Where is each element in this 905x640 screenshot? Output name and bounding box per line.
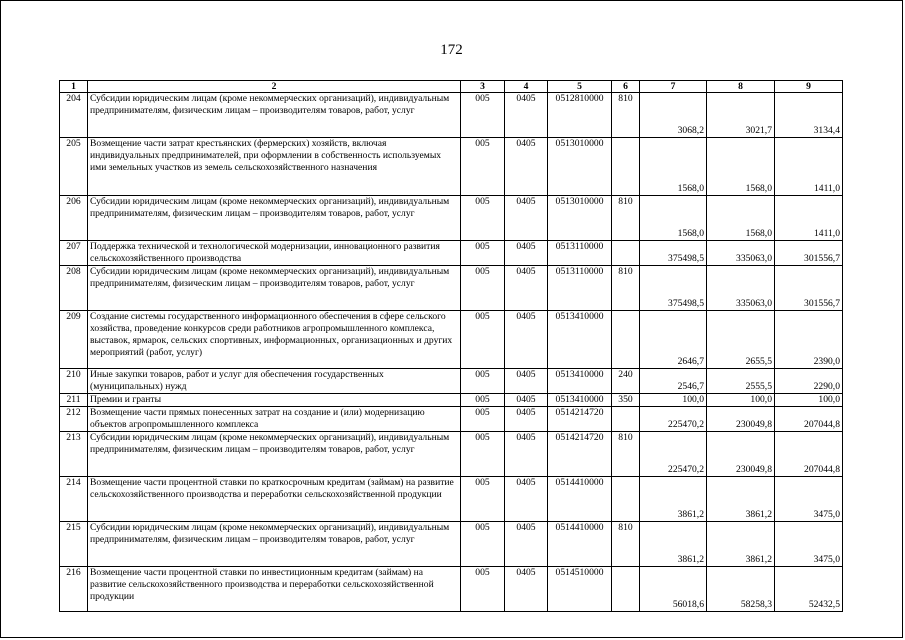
section-code: 0405: [505, 196, 548, 241]
column-header: 7: [640, 81, 707, 93]
section-code: 0405: [505, 266, 548, 311]
ministry-code: 005: [461, 407, 505, 432]
expense-type-code: [612, 477, 640, 522]
amount-year-2: 3861,2: [707, 477, 775, 522]
row-description: Субсидии юридическим лицам (кроме некоммерческих организаций), индивидуальным предпринимателям, физическим лицам – производителям товаров, работ, услуг: [88, 432, 461, 477]
column-header: 8: [707, 81, 775, 93]
table-row: [60, 567, 843, 612]
ministry-code: 005: [461, 477, 505, 522]
column-header: 3: [461, 81, 505, 93]
column-header: 4: [505, 81, 548, 93]
amount-year-1: 1568,0: [640, 138, 707, 196]
section-code: 0405: [505, 93, 548, 138]
row-number: 207: [60, 241, 88, 266]
amount-year-3: 52432,5: [775, 567, 843, 612]
row-description: Субсидии юридическим лицам (кроме некоммерческих организаций), индивидуальным предпринимателям, физическим лицам – производителям товаров, работ, услуг: [88, 196, 461, 241]
expense-type-code: 240: [612, 369, 640, 394]
expense-type-code: 810: [612, 93, 640, 138]
ministry-code: 005: [461, 394, 505, 407]
expense-type-code: [612, 138, 640, 196]
amount-year-3: 3475,0: [775, 477, 843, 522]
amount-year-3: 301556,7: [775, 266, 843, 311]
table-row: [60, 394, 843, 407]
expense-type-code: 350: [612, 394, 640, 407]
expense-type-code: 810: [612, 522, 640, 567]
table-row: [60, 311, 843, 369]
table-row: [60, 407, 843, 432]
ministry-code: 005: [461, 369, 505, 394]
section-code: 0405: [505, 311, 548, 369]
row-number: 216: [60, 567, 88, 612]
row-number: 209: [60, 311, 88, 369]
amount-year-1: 100,0: [640, 394, 707, 407]
amount-year-2: 2555,5: [707, 369, 775, 394]
amount-year-3: 1411,0: [775, 138, 843, 196]
section-code: 0405: [505, 138, 548, 196]
amount-year-2: 1568,0: [707, 196, 775, 241]
row-description: Поддержка технической и технологической модернизации, инновационного развития сельскохозяйственного производства: [88, 241, 461, 266]
row-number: 205: [60, 138, 88, 196]
section-code: 0405: [505, 369, 548, 394]
amount-year-2: 335063,0: [707, 241, 775, 266]
ministry-code: 005: [461, 522, 505, 567]
expense-type-code: [612, 241, 640, 266]
ministry-code: 005: [461, 266, 505, 311]
amount-year-2: 3021,7: [707, 93, 775, 138]
expense-type-code: 810: [612, 432, 640, 477]
amount-year-1: 1568,0: [640, 196, 707, 241]
column-header: 2: [88, 81, 461, 93]
row-number: 213: [60, 432, 88, 477]
table-row: [60, 196, 843, 241]
ministry-code: 005: [461, 138, 505, 196]
amount-year-1: 2646,7: [640, 311, 707, 369]
section-code: 0405: [505, 241, 548, 266]
target-article-code: 0513110000: [548, 241, 612, 266]
target-article-code: 0514214720: [548, 407, 612, 432]
amount-year-2: 3861,2: [707, 522, 775, 567]
row-number: 211: [60, 394, 88, 407]
row-description: Субсидии юридическим лицам (кроме некоммерческих организаций), индивидуальным предпринимателям, физическим лицам – производителям товаров, работ, услуг: [88, 93, 461, 138]
section-code: 0405: [505, 394, 548, 407]
amount-year-3: 2390,0: [775, 311, 843, 369]
table-row: [60, 522, 843, 567]
ministry-code: 005: [461, 311, 505, 369]
table-row: [60, 432, 843, 477]
target-article-code: 0513410000: [548, 369, 612, 394]
section-code: 0405: [505, 407, 548, 432]
amount-year-1: 225470,2: [640, 432, 707, 477]
ministry-code: 005: [461, 432, 505, 477]
ministry-code: 005: [461, 241, 505, 266]
amount-year-3: 3134,4: [775, 93, 843, 138]
page-number: 172: [440, 42, 463, 58]
ministry-code: 005: [461, 196, 505, 241]
amount-year-3: 100,0: [775, 394, 843, 407]
column-header: 6: [612, 81, 640, 93]
row-description: Иные закупки товаров, работ и услуг для обеспечения государственных (муниципальных) нужд: [88, 369, 461, 394]
table-row: [60, 266, 843, 311]
row-description: Возмещение части прямых понесенных затрат на создание и (или) модернизацию объектов агропромышленного комплекса: [88, 407, 461, 432]
target-article-code: 0514410000: [548, 477, 612, 522]
expense-type-code: [612, 407, 640, 432]
ministry-code: 005: [461, 93, 505, 138]
amount-year-2: 1568,0: [707, 138, 775, 196]
amount-year-3: 1411,0: [775, 196, 843, 241]
row-number: 206: [60, 196, 88, 241]
expense-type-code: [612, 311, 640, 369]
row-description: Возмещение части процентной ставки по инвестиционным кредитам (займам) на развитие сельскохозяйственного производства и переработки сельскохозяйственной продукции: [88, 567, 461, 612]
target-article-code: 0513010000: [548, 138, 612, 196]
row-number: 208: [60, 266, 88, 311]
row-number: 204: [60, 93, 88, 138]
table-row: [60, 477, 843, 522]
target-article-code: 0513110000: [548, 266, 612, 311]
row-description: Возмещение части затрат крестьянских (фермерских) хозяйств, включая индивидуальных предпринимателей, при оформлении в собственность используемых ими земельных участков из земель сельскохозяйственного назначения: [88, 138, 461, 196]
amount-year-1: 3861,2: [640, 522, 707, 567]
amount-year-3: 301556,7: [775, 241, 843, 266]
row-description: Субсидии юридическим лицам (кроме некоммерческих организаций), индивидуальным предпринимателям, физическим лицам – производителям товаров, работ, услуг: [88, 266, 461, 311]
target-article-code: 0513410000: [548, 311, 612, 369]
amount-year-2: 230049,8: [707, 432, 775, 477]
amount-year-1: 3861,2: [640, 477, 707, 522]
row-number: 214: [60, 477, 88, 522]
amount-year-3: 207044,8: [775, 432, 843, 477]
section-code: 0405: [505, 477, 548, 522]
amount-year-3: 3475,0: [775, 522, 843, 567]
target-article-code: 0514214720: [548, 432, 612, 477]
amount-year-2: 100,0: [707, 394, 775, 407]
budget-table: [59, 80, 843, 612]
amount-year-1: 375498,5: [640, 266, 707, 311]
section-code: 0405: [505, 432, 548, 477]
table-row: [60, 241, 843, 266]
amount-year-2: 230049,8: [707, 407, 775, 432]
amount-year-1: 375498,5: [640, 241, 707, 266]
target-article-code: 0513410000: [548, 394, 612, 407]
ministry-code: 005: [461, 567, 505, 612]
target-article-code: 0512810000: [548, 93, 612, 138]
row-description: Возмещение части процентной ставки по краткосрочным кредитам (займам) на развитие сельскохозяйственного производства и переработки сельскохозяйственной продукции: [88, 477, 461, 522]
amount-year-2: 58258,3: [707, 567, 775, 612]
table-row: [60, 93, 843, 138]
amount-year-2: 2655,5: [707, 311, 775, 369]
row-description: Создание системы государственного информационного обеспечения в сфере сельского хозяйства, проведение конкурсов среди работников агропромышленного комплекса, выставок, ярмарок, сельских спортивных, информационных, организационных и других мероприятий (работ, услуг): [88, 311, 461, 369]
amount-year-2: 335063,0: [707, 266, 775, 311]
amount-year-1: 225470,2: [640, 407, 707, 432]
expense-type-code: 810: [612, 196, 640, 241]
row-description: Субсидии юридическим лицам (кроме некоммерческих организаций), индивидуальным предпринимателям, физическим лицам – производителям товаров, работ, услуг: [88, 522, 461, 567]
target-article-code: 0514510000: [548, 567, 612, 612]
table-row: [60, 138, 843, 196]
row-number: 210: [60, 369, 88, 394]
target-article-code: 0514410000: [548, 522, 612, 567]
table-header-row: [60, 81, 843, 93]
section-code: 0405: [505, 522, 548, 567]
target-article-code: 0513010000: [548, 196, 612, 241]
expense-type-code: [612, 567, 640, 612]
column-header: 9: [775, 81, 843, 93]
expense-type-code: 810: [612, 266, 640, 311]
amount-year-1: 3068,2: [640, 93, 707, 138]
column-header: 1: [60, 81, 88, 93]
table-row: [60, 369, 843, 394]
section-code: 0405: [505, 567, 548, 612]
row-description: Премии и гранты: [88, 394, 461, 407]
row-number: 215: [60, 522, 88, 567]
amount-year-3: 207044,8: [775, 407, 843, 432]
amount-year-1: 2546,7: [640, 369, 707, 394]
amount-year-1: 56018,6: [640, 567, 707, 612]
row-number: 212: [60, 407, 88, 432]
amount-year-3: 2290,0: [775, 369, 843, 394]
column-header: 5: [548, 81, 612, 93]
